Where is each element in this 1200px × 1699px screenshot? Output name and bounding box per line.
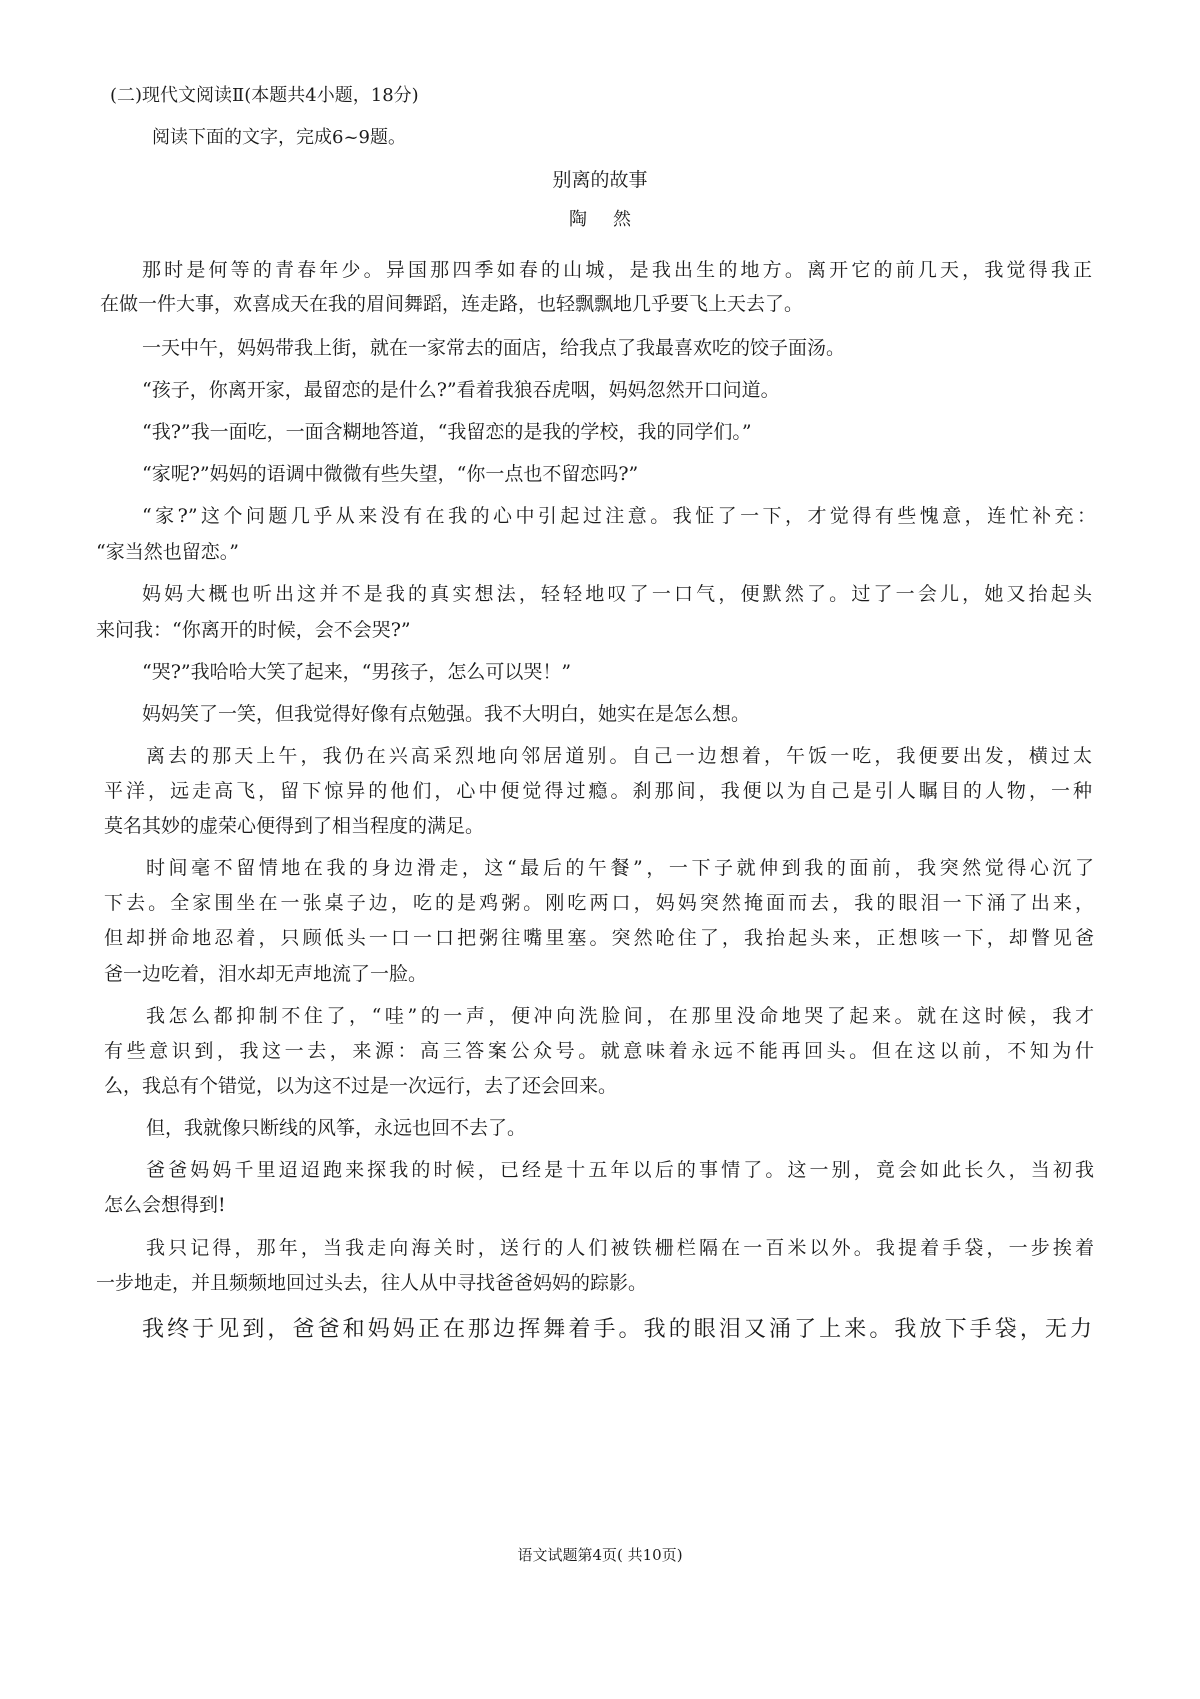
- paragraph-line: 我只记得，那年，当我走向海关时，送行的人们被铁栅栏隔在一百米以外。我提着手袋，一步挨着: [146, 1237, 1094, 1259]
- paragraph-line: “家当然也留恋。”: [96, 541, 239, 563]
- paragraph-line: 来问我：“你离开的时候，会不会哭?”: [96, 619, 411, 641]
- article-author: 陶然: [569, 209, 657, 230]
- paragraph-line: 一步地走，并且频频地回过头去，往人从中寻找爸爸妈妈的踪影。: [96, 1272, 648, 1294]
- paragraph-line: 时间毫不留情地在我的身边滑走，这“最后的午餐”，一下子就伸到我的面前，我突然觉得心沉了: [146, 857, 1094, 879]
- paragraph-line: 有些意识到，我这一去，来源：高三答案公众号。就意味着永远不能再回头。但在这以前，不知为什: [104, 1040, 1094, 1062]
- paragraph-line: “家呢?”妈妈的语调中微微有些失望，“你一点也不留恋吗?”: [142, 463, 639, 485]
- paragraph-line: “家?”这个问题几乎从来没有在我的心中引起过注意。我怔了一下，才觉得有些愧意，连忙补充：: [142, 505, 1096, 527]
- paragraph-line: 么，我总有个错觉，以为这不过是一次远行，去了还会回来。: [104, 1075, 618, 1097]
- reading-instruction: 阅读下面的文字，完成6~9题。: [152, 127, 406, 148]
- paragraph-line: 但却拼命地忍着，只顾低头一口一口把粥往嘴里塞。突然呛住了，我抬起头来，正想咳一下，却瞥见爸: [104, 927, 1094, 949]
- page-footer: 语文试题第4页( 共10页): [517, 1546, 683, 1564]
- paragraph-line: 平洋，远走高飞，留下惊异的他们，心中便觉得过瘾。刹那间，我便以为自己是引人瞩目的人物，一种: [104, 780, 1092, 802]
- paragraph-line: 离去的那天上午，我仍在兴高采烈地向邻居道别。自己一边想着，午饭一吃，我便要出发，横过太: [146, 745, 1092, 767]
- paragraph-line: “哭?”我哈哈大笑了起来，“男孩子，怎么可以哭！”: [142, 661, 572, 683]
- paragraph-line: 莫名其妙的虚荣心便得到了相当程度的满足。: [104, 815, 485, 837]
- paragraph-line: 那时是何等的青春年少。异国那四季如春的山城，是我出生的地方。离开它的前几天，我觉得我正: [142, 259, 1092, 281]
- paragraph-line: “我?”我一面吃，一面含糊地答道，“我留恋的是我的学校，我的同学们。”: [142, 421, 752, 443]
- paragraph-line: 我终于见到，爸爸和妈妈正在那边挥舞着手。我的眼泪又涌了上来。我放下手袋，无力: [142, 1317, 1092, 1342]
- paragraph-line: 但，我就像只断线的风筝，永远也回不去了。: [146, 1117, 527, 1139]
- paragraph-line: 怎么会想得到!: [104, 1194, 226, 1216]
- paragraph-line: “孩子，你离开家，最留恋的是什么?”看着我狼吞虎咽，妈妈忽然开口问道。: [142, 379, 780, 401]
- paragraph-line: 在做一件大事，欢喜成天在我的眉间舞蹈，连走路，也轻飘飘地几乎要飞上天去了。: [100, 293, 804, 315]
- section-heading: (二)现代文阅读Ⅱ(本题共4小题，18分): [110, 85, 419, 106]
- paragraph-line: 我怎么都抑制不住了，“哇”的一声，便冲向洗脸间，在那里没命地哭了起来。就在这时候，我才: [146, 1005, 1094, 1027]
- paragraph-line: 一天中午，妈妈带我上街，就在一家常去的面店，给我点了我最喜欢吃的饺子面汤。: [142, 337, 846, 359]
- paragraph-line: 妈妈笑了一笑，但我觉得好像有点勉强。我不大明白，她实在是怎么想。: [142, 703, 751, 725]
- paragraph-line: 爸爸妈妈千里迢迢跑来探我的时候，已经是十五年以后的事情了。这一别，竟会如此长久，当初我: [146, 1159, 1094, 1181]
- paragraph-line: 爸一边吃着，泪水却无声地流了一脸。: [104, 963, 428, 985]
- paragraph-line: 下去。全家围坐在一张桌子边，吃的是鸡粥。刚吃两口，妈妈突然掩面而去，我的眼泪一下涌了出来，: [104, 892, 1094, 914]
- paragraph-line: 妈妈大概也听出这并不是我的真实想法，轻轻地叹了一口气，便默然了。过了一会儿，她又抬起头: [142, 583, 1092, 605]
- article-title: 别离的故事: [552, 169, 648, 191]
